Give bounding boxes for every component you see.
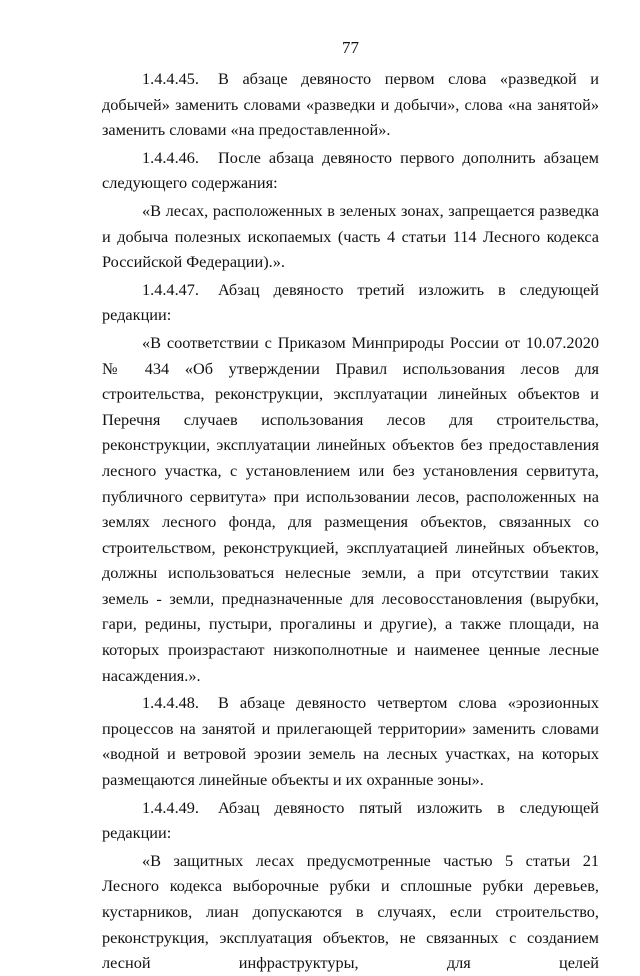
paragraph-text: После абзаца девяносто первого дополнить абзацем следующего содержания: (102, 147, 599, 193)
page-number: 77 (342, 38, 359, 57)
clause-number: 1.4.4.45. (142, 69, 199, 88)
clause-number: 1.4.4.47. (142, 279, 199, 299)
paragraph-1-4-4-45 (102, 66, 599, 143)
paragraph-1-4-4-48 (102, 690, 599, 792)
paragraph-text: В абзаце девяносто четвертом слова «эрозионных процессов на занятой и прилегающей территории» заменить словами «водной и ветровой эрозии земель на лесных участках, на которых размещаются линейные объекты и их охранные зоны». (102, 693, 599, 790)
clause-number: 1.4.4.46. (142, 147, 199, 167)
paragraph-1-4-4-49 (102, 795, 599, 846)
clause-number: 1.4.4.49. (142, 797, 199, 817)
paragraph-text: Абзац девяносто пятый изложить в следующей редакции: (102, 797, 599, 843)
paragraph-text: «В защитных лесах предусмотренные частью 5 статьи 21 Лесного кодекса выборочные рубки и сплошные рубки деревьев, кустарников, лиан допускаются в случаях, если строительство, реконструкция, эксплуатация объектов, не связанных с созданием лесной инфраструктуры, для целей (102, 850, 599, 973)
paragraph-1-4-4-47 (102, 277, 599, 328)
quoted-paragraph (102, 848, 599, 976)
paragraph-1-4-4-46 (102, 145, 599, 196)
paragraph-text: Абзац девяносто третий изложить в следующей редакции: (102, 279, 599, 325)
quoted-paragraph (102, 198, 599, 275)
paragraph-text: «В соответствии с Приказом Минприроды России от 10.07.2020 № 434 «Об утверждении Правил использования лесов для строительства, реконструкции, эксплуатации линейных объектов и Перечня случаев использования лесов для строительства, реконструкции, эксплуатации линейных объектов без предоставления лесного участка, с установлением или без установления сервитута, публичного сервитута» при использовании лесов, расположенных на землях лесного фонда, для размещения объектов, связанных со строительством, реконструкцией, эксплуатацией линейных объектов, должны использоваться нелесные земли, а при отсутствии таких земель - земли, предназначенные для лесовосстановления (вырубки, гари, редины, пустыри, прогалины и другие), а также площади, на которых произрастают низкополнотные и наименее ценные лесные насаждения.». (102, 332, 599, 685)
clause-number: 1.4.4.48. (142, 693, 199, 713)
paragraph-text: В абзаце девяносто первом слова «разведкой и добычей» заменить словами «разведки и добычи», слова «на занятой» заменить словами «на предоставленной». (102, 69, 599, 140)
paragraph-text: «В лесах, расположенных в зеленых зонах, запрещается разведка и добыча полезных ископаемых (часть 4 статьи 114 Лесного кодекса Российской Федерации).». (102, 200, 599, 272)
quoted-paragraph (102, 330, 599, 688)
